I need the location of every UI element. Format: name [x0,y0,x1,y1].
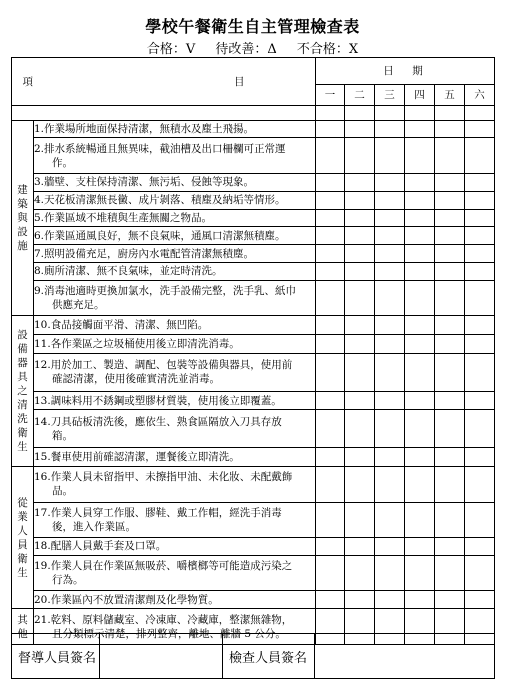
check-cell[interactable] [405,227,435,245]
check-cell[interactable] [375,245,405,263]
spacer-cell [375,106,405,120]
check-cell[interactable] [316,466,345,502]
supervisor-signature-label: 督導人員簽名 [12,634,100,679]
checklist-table [11,57,495,645]
category-char: 器 [17,357,28,370]
check-cell[interactable] [375,335,405,354]
item-text-continued: 品。 [52,485,73,498]
day-header: 五 [435,84,465,106]
check-cell[interactable] [345,353,375,391]
check-cell[interactable] [345,555,375,591]
check-cell[interactable] [465,391,495,410]
check-cell[interactable] [435,227,465,245]
checklist-item [34,316,316,335]
checklist-row [12,466,495,502]
check-cell[interactable] [435,466,465,502]
checklist-row [12,245,495,263]
check-cell[interactable] [375,391,405,410]
check-cell[interactable] [435,262,465,280]
check-cell[interactable] [405,280,435,316]
item-text-continued: 作。 [52,156,73,169]
category-char: 設 [17,225,28,238]
day-header: 六 [465,84,495,106]
item-text: 4.天花板清潔無長黴、成片剝落、積塵及納垢等情形。 [34,194,286,207]
check-cell[interactable] [435,335,465,354]
check-cell[interactable] [345,391,375,410]
check-cell[interactable] [465,448,495,467]
category-char: 生 [17,441,28,454]
check-cell[interactable] [345,466,375,502]
check-cell[interactable] [405,120,435,138]
checklist-row [12,174,495,192]
spacer-cell [345,106,375,120]
day-header: 四 [405,84,435,106]
item-text: 6.作業區通風良好，無不良氣味，通風口清潔無積塵。 [34,229,286,242]
checklist-row [12,555,495,591]
check-cell[interactable] [345,335,375,354]
spacer-row [12,106,495,120]
item-text: 18.配膳人員戴手套及口罩。 [34,540,167,553]
check-cell[interactable] [405,555,435,591]
item-text: 7.照明設備充足，廚房內水電配管清潔無積塵。 [34,247,255,260]
category-char: 築 [17,197,28,210]
item-text-continued: 後，進入作業區。 [52,520,136,533]
check-cell[interactable] [316,502,345,538]
page-title: 學校午餐衛生自主管理檢查表 [145,17,360,36]
checklist-item [34,280,316,316]
signature-row [11,633,494,679]
check-cell[interactable] [405,448,435,467]
check-cell[interactable] [405,191,435,209]
check-cell[interactable] [405,174,435,192]
legend-improve: 待改善：Δ [215,42,277,57]
item-text: 2.排水系統暢通且無異味，截油槽及出口柵欄可正常運 [34,142,286,155]
category-char: 其 [17,613,28,626]
check-cell[interactable] [375,555,405,591]
check-cell[interactable] [345,316,375,335]
checklist-row [12,280,495,316]
check-cell[interactable] [465,245,495,263]
checklist-item [34,555,316,591]
category-char: 施 [17,239,28,252]
check-cell[interactable] [465,466,495,502]
check-cell[interactable] [435,591,465,609]
check-cell[interactable] [345,280,375,316]
check-cell[interactable] [435,245,465,263]
check-cell[interactable] [435,391,465,410]
check-cell[interactable] [435,120,465,138]
check-cell[interactable] [345,538,375,556]
check-cell[interactable] [316,448,345,467]
check-cell[interactable] [405,138,435,174]
checklist-row [12,191,495,209]
category-char: 人 [17,524,28,537]
check-cell[interactable] [375,174,405,192]
check-cell[interactable] [316,245,345,263]
check-cell[interactable] [345,502,375,538]
rating-legend [0,38,505,57]
item-text-continued: 供應充足。 [52,299,105,311]
date-header: 日 期 [316,58,495,85]
check-cell[interactable] [345,591,375,609]
check-cell[interactable] [375,466,405,502]
checklist-item [34,174,316,192]
category-char: 之 [17,385,28,398]
check-cell[interactable] [465,410,495,448]
checklist-row [12,391,495,410]
check-cell[interactable] [316,353,345,391]
check-cell[interactable] [465,280,495,316]
check-cell[interactable] [375,410,405,448]
check-cell[interactable] [465,316,495,335]
category-char: 生 [17,566,28,579]
category-char: 業 [17,510,28,523]
check-cell[interactable] [405,353,435,391]
category-char: 員 [17,538,28,551]
item-text: 17.作業人員穿工作服、膠鞋、戴工作帽，經洗手消毒 [34,506,282,519]
item-text: 3.牆壁、支柱保持清潔、無污垢、侵蝕等現象。 [34,176,255,189]
item-text: 10.食品接觸面平滑、清潔、無凹陷。 [34,319,209,332]
check-cell[interactable] [316,138,345,174]
checklist-row [12,448,495,467]
check-cell[interactable] [405,538,435,556]
check-cell[interactable] [316,538,345,556]
check-cell[interactable] [375,227,405,245]
checklist-item [34,138,316,174]
item-text: 15.餐車使用前確認清潔，運餐後立即清洗。 [34,451,240,463]
check-cell[interactable] [345,448,375,467]
checklist-item [34,391,316,410]
spacer-cell [405,106,435,120]
checklist-item [34,245,316,263]
category-char: 他 [17,627,28,640]
check-cell[interactable] [316,227,345,245]
check-cell[interactable] [316,209,345,227]
day-header: 一 [316,84,345,106]
check-cell[interactable] [465,262,495,280]
checklist-item [34,410,316,448]
day-header: 三 [375,84,405,106]
check-cell[interactable] [345,120,375,138]
item-text: 16.作業人員未留指甲、未擦指甲油、未化妝、未配戴飾 [34,471,293,484]
checklist-item [34,448,316,467]
check-cell[interactable] [345,174,375,192]
check-cell[interactable] [465,555,495,591]
category-char: 洗 [17,413,28,426]
category-char: 設 [17,329,28,342]
checklist-item [34,209,316,227]
category-char: 建 [17,183,28,196]
category-char: 衛 [17,552,28,565]
item-header: 項 目 [12,58,316,106]
item-text: 1.作業場所地面保持清潔，無積水及塵土飛揚。 [34,123,255,136]
check-cell[interactable] [316,174,345,192]
checklist-row [12,353,495,391]
item-text: 13.調味料用不銹鋼或塑膠材質裝，使用後立即覆蓋。 [34,394,282,407]
item-text: 21.乾料、原料儲藏室、冷凍庫、冷藏庫，整潔無雜物， [34,613,293,626]
item-text: 9.消毒池適時更換加氯水，洗手設備完整，洗手乳、紙巾 [34,285,297,297]
check-cell[interactable] [375,262,405,280]
day-header: 二 [345,84,375,106]
check-cell[interactable] [375,591,405,609]
checklist-row [12,316,495,335]
check-cell[interactable] [375,120,405,138]
item-text-continued: 行為。 [52,574,84,587]
checklist-row [12,262,495,280]
check-cell[interactable] [435,448,465,467]
check-cell[interactable] [465,209,495,227]
check-cell[interactable] [345,191,375,209]
category-label [12,316,34,467]
check-cell[interactable] [405,410,435,448]
check-cell[interactable] [465,538,495,556]
checklist-item [34,335,316,354]
check-cell[interactable] [435,410,465,448]
item-text: 11.各作業區之垃圾桶使用後立即清洗消毒。 [34,338,240,351]
check-cell[interactable] [465,353,495,391]
check-cell[interactable] [435,538,465,556]
check-cell[interactable] [435,138,465,174]
check-cell[interactable] [316,316,345,335]
check-cell[interactable] [316,410,345,448]
check-cell[interactable] [435,555,465,591]
check-cell[interactable] [435,502,465,538]
check-cell[interactable] [405,591,435,609]
item-text-continued: 箱。 [52,429,73,442]
check-cell[interactable] [345,262,375,280]
check-cell[interactable] [405,335,435,354]
checklist-row [12,591,495,609]
category-char: 與 [17,211,28,224]
check-cell[interactable] [435,174,465,192]
check-cell[interactable] [316,120,345,138]
check-cell[interactable] [316,280,345,316]
checklist-item [34,591,316,609]
check-cell[interactable] [405,391,435,410]
item-text: 12.用於加工、製造、調配、包裝等設備與器具，使用前 [34,359,293,372]
check-cell[interactable] [316,591,345,609]
checklist-row [12,227,495,245]
check-cell[interactable] [375,209,405,227]
check-cell[interactable] [465,502,495,538]
legend-pass: 合格：V [146,42,196,57]
check-cell[interactable] [375,138,405,174]
check-cell[interactable] [375,448,405,467]
check-cell[interactable] [465,120,495,138]
legend-fail: 不合格：X [296,42,359,57]
check-cell[interactable] [375,280,405,316]
checklist-item [34,120,316,138]
check-cell[interactable] [435,280,465,316]
check-cell[interactable] [405,209,435,227]
check-cell[interactable] [375,538,405,556]
checklist-item [34,191,316,209]
checklist-row [12,410,495,448]
checklist-row [12,209,495,227]
check-cell[interactable] [465,191,495,209]
checklist-row [12,502,495,538]
spacer-cell [316,106,345,120]
check-cell[interactable] [316,391,345,410]
checklist-item [34,262,316,280]
item-text: 20.作業區內不放置清潔劑及化學物質。 [34,593,219,606]
category-char: 清 [17,399,28,412]
category-char: 從 [17,496,28,509]
item-text: 8.廁所清潔、無不良氣味，並定時清洗。 [34,265,223,278]
check-cell[interactable] [345,138,375,174]
spacer-cell [12,106,316,120]
spacer-cell [465,106,495,120]
item-text: 19.作業人員在作業區無吸菸、嚼檳榔等可能造成污染之 [34,560,293,573]
check-cell[interactable] [316,262,345,280]
category-char: 備 [17,343,28,356]
check-cell[interactable] [435,209,465,227]
spacer-cell [435,106,465,120]
checklist-row [12,335,495,354]
category-char: 衛 [17,427,28,440]
check-cell[interactable] [465,174,495,192]
check-cell[interactable] [465,591,495,609]
checklist-item [34,538,316,556]
supervisor-signature-field[interactable] [100,634,223,679]
checklist-item [34,466,316,502]
check-cell[interactable] [345,209,375,227]
item-text: 14.刀具砧板清洗後，應依生、熟食區隔放入刀具存放 [34,415,282,428]
check-cell[interactable] [345,410,375,448]
checklist-row [12,120,495,138]
check-cell[interactable] [345,227,375,245]
check-cell[interactable] [435,191,465,209]
check-cell[interactable] [316,335,345,354]
check-cell[interactable] [375,502,405,538]
checklist-item [34,227,316,245]
check-cell[interactable] [316,191,345,209]
inspector-signature-label: 檢查人員簽名 [223,634,315,679]
check-cell[interactable] [405,316,435,335]
checklist-item [34,353,316,391]
item-text-continued: 確認清潔，使用後確實清洗並消毒。 [52,373,220,386]
check-cell[interactable] [465,227,495,245]
check-cell[interactable] [405,502,435,538]
check-cell[interactable] [435,316,465,335]
check-cell[interactable] [405,262,435,280]
check-cell[interactable] [465,138,495,174]
check-cell[interactable] [405,245,435,263]
category-label [12,120,34,316]
check-cell[interactable] [375,316,405,335]
check-cell[interactable] [435,353,465,391]
checklist-row [12,538,495,556]
item-text-continued: 且分類標示清楚，排列整齊，離地、離牆 5 公分。 [52,627,286,640]
checklist-item [34,502,316,538]
inspector-signature-field[interactable] [315,634,495,679]
category-label [12,466,34,608]
category-char: 具 [17,371,28,384]
check-cell[interactable] [465,335,495,354]
check-cell[interactable] [405,466,435,502]
checklist-row [12,138,495,174]
item-text: 5.作業區域不堆積與生產無關之物品。 [34,211,213,224]
check-cell[interactable] [345,245,375,263]
check-cell[interactable] [375,353,405,391]
check-cell[interactable] [375,191,405,209]
check-cell[interactable] [316,555,345,591]
